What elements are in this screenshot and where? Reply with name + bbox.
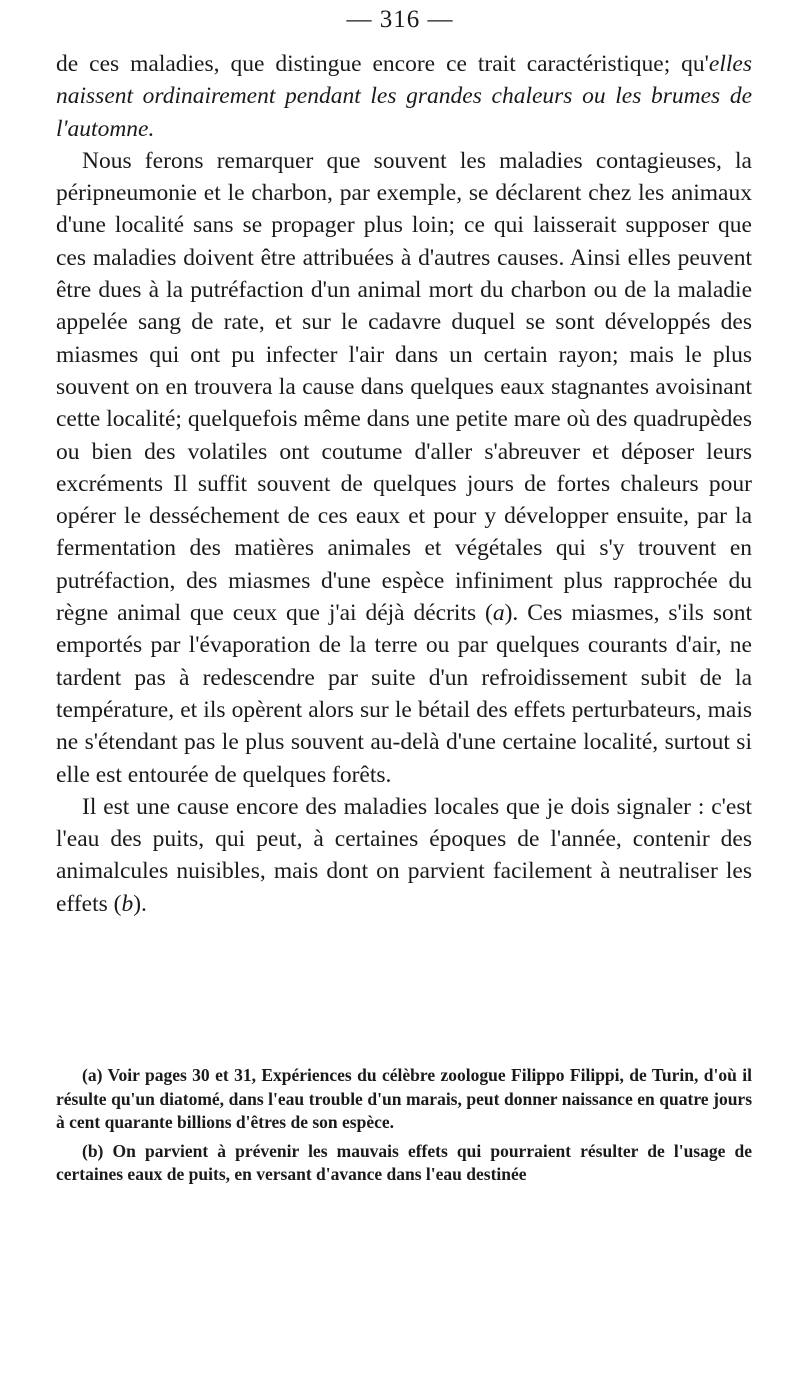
paragraph-2-text-a: Nous ferons remarquer que souvent les maladies contagieuses, la péripneumonie et le charbon, par exemple, se déclarent chez les animaux d'une localité sans se propager plus loin; ce qui laisserait supposer que ces maladies doivent être attribuées à d'autres causes. Ainsi elles peuvent être dues à la putréfaction d'un animal mort du charbon ou de la maladie appelée sang de rate, et sur le cadavre duquel se sont développés des miasmes qui ont pu infecter l'air dans un certain rayon; mais le plus souvent on en trouvera la cause dans quelques eaux stagnantes avoisinant cette localité; quelquefois même dans une petite mare où des quadrupèdes ou bien des volatiles ont coutume d'aller s'abreuver et déposer leurs excréments Il suffit souvent de quelques jours de fortes chaleurs pour opérer le desséchement de ces eaux et pour y développer ensuite, par la fermentation des matières animales et végétales qui s'y trouvent en putréfaction, des miasmes d'une espèce infiniment plus rapprochée du règne animal que ceux que j'ai déjà décrits ( (56, 147, 752, 627)
paragraph-1-italic: elles naissent ordinairement pendant les grandes chaleurs ou les brumes de l'automne. (56, 51, 752, 142)
footnote-b (56, 1140, 752, 1187)
paragraph-2 (56, 145, 752, 791)
footnote-ref-a: a (492, 600, 505, 627)
footnote-b-text: On parvient à prévenir les mauvais effets qui pourraient résulter de l'usage de certaines eaux de puits, en versant d'avance dans l'eau destinée (56, 1140, 752, 1185)
footnote-b-marker: (b) (82, 1140, 104, 1161)
paragraph-3 (56, 791, 752, 920)
body-text (56, 48, 752, 920)
footnote-a-marker: (a) (82, 1065, 103, 1085)
paragraph-3-text-b: ). (133, 890, 147, 917)
paragraph-3-text-a: Il est une cause encore des maladies locales que je dois signaler : c'est l'eau des puits, qui peut, à certaines époques de l'année, contenir des animalcules nuisibles, mais dont on parvient facilement à neutraliser les effets ( (56, 793, 752, 917)
footnote-ref-b: b (121, 890, 134, 917)
paragraph-2-text-b: ). Ces miasmes, s'ils sont emportés par l'évaporation de la terre ou par quelques courants d'air, ne tardent pas à redescendre par suite d'un refroidissement subit de la température, et ils opèrent alors sur le bétail des effets perturbateurs, mais ne s'étendant pas le plus souvent au-delà d'une certaine localité, surtout si elle est entourée de quelques forêts. (56, 600, 752, 788)
footnote-a (56, 1064, 752, 1135)
footnote-a-text: Voir pages 30 et 31, Expériences du célèbre zoologue Filippo Filippi, de Turin, d'où il résulte qu'un diatomé, dans l'eau trouble d'un marais, peut donner naissance en quatre jours à cent quarante billions d'êtres de son espèce. (56, 1065, 752, 1133)
paragraph-1-text: de ces maladies, que distingue encore ce trait caractéristique; qu' (56, 51, 709, 77)
page-number: — 316 — (346, 6, 454, 33)
footnotes (56, 1064, 752, 1187)
paragraph-1 (56, 48, 752, 145)
